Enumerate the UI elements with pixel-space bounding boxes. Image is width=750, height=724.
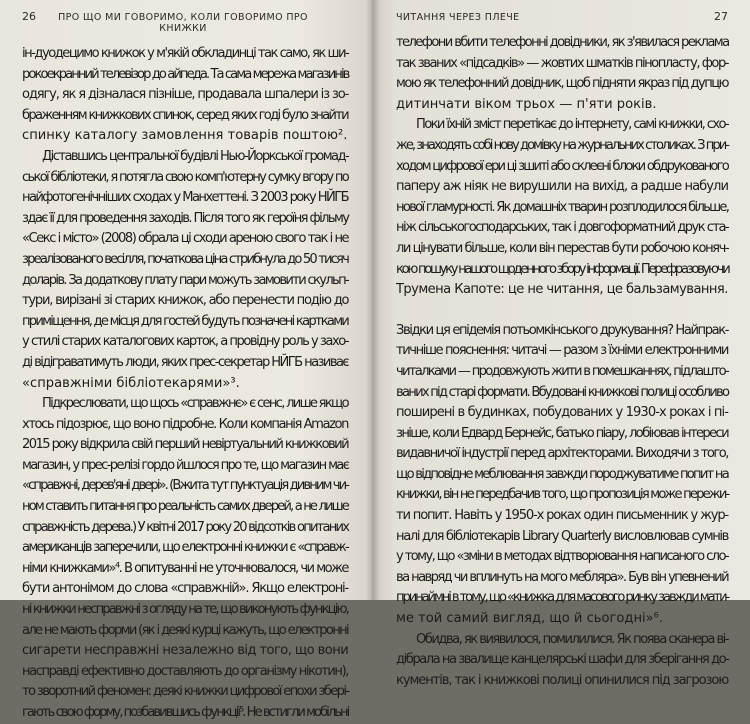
text-line: же, знаходять собі нову домівку на журнальних столиках. З при- bbox=[396, 137, 728, 153]
text-line: зреалізованого весілля, початкова ціна стрибнула до 50 тисяч bbox=[22, 251, 348, 267]
paragraph bbox=[22, 44, 348, 147]
text-line: ти попит. Навіть у 1950-х роках один письменник у жур- bbox=[396, 508, 729, 524]
text-line: «Секс і місто» (2008) обрала ці сходи ареною свого так і не bbox=[22, 231, 349, 247]
text-line: здає її для проведення заходів. Після того як героїня фільму bbox=[22, 210, 349, 226]
left-page bbox=[0, 0, 372, 720]
text-line: німи книжками»⁴. В опитуванні не уточнювалося, чи може bbox=[22, 560, 348, 576]
text-line: принаймні в тому, що «книжка для масового ринку завжди мати- bbox=[396, 590, 729, 606]
text-line: у тому, що «зміни в методах відтворювання написаного сло- bbox=[396, 549, 728, 565]
text-line: Обидва, як виявилося, помилилися. Як поява сканера ві- bbox=[416, 631, 729, 647]
text-line: мою як телефонний довідник, щоб підняти якраз під дупцю bbox=[396, 76, 728, 92]
text-line: Підкреслювати, що щось «справжнє» є сенс, лише якщо bbox=[42, 396, 348, 412]
paragraph bbox=[396, 33, 728, 115]
text-line: приміщення, де місця для гостей будуть позначені картками bbox=[22, 313, 349, 329]
text-line: налі для бібліотекарів Library Quarterly висловлював сумнів bbox=[396, 528, 728, 544]
text-line: то зворотний феномен: деякі книжки цифрової епохи збері- bbox=[22, 684, 349, 700]
right-page-header bbox=[396, 10, 728, 23]
text-line: ін-дуодецимо книжок у м'якій обкладинці так само, як ши- bbox=[22, 46, 349, 61]
text-line: сигарети несправжні незалежно від того, що вони bbox=[22, 643, 349, 659]
text-line: ніж сільськогосподарських, так і довгоформатний друк ста- bbox=[396, 220, 729, 236]
text-line: ської бібліотеки, я потягла свою комп'ютерну сумку вгору по bbox=[22, 169, 349, 185]
text-line: Поки їхній зміст перетікає до інтернету, самі книжки, схо- bbox=[416, 117, 728, 133]
text-line: тичніше пояснення: читачі — разом з їхніми електронними bbox=[396, 343, 728, 359]
paragraph bbox=[22, 394, 348, 724]
text-line: ли цінувати більше, коли він перестав бути робочою коняч- bbox=[396, 240, 729, 256]
left-page-number: 26 bbox=[22, 10, 36, 23]
text-line: хтось підозрює, що воно підробне. Коли компанія Amazon bbox=[22, 416, 348, 432]
text-line: ді відіграватимуть люди, яких прес-секретар НЙГБ називає bbox=[22, 354, 348, 370]
text-line: «справжніми бібліотекарями»³. bbox=[22, 375, 240, 391]
text-line: що відповідне меблювання завжди породжуватиме попит на bbox=[396, 466, 728, 482]
text-line: бути антонімом до слова «справжній». Якщо електроні- bbox=[22, 581, 348, 597]
text-line: видавничої індустрії перед архітекторами. Виходячи з того, bbox=[396, 446, 728, 462]
text-line: Діставшись центральної будівлі Нью-Йоркської громад- bbox=[42, 148, 349, 164]
text-line: так званих «підсадків» — жовтих шматків пінопласту, фор- bbox=[396, 55, 729, 71]
text-line: 2015 року відкрила свій перший невіртуальний книжковий bbox=[22, 437, 348, 453]
text-line: доларів. За додаткову плату пари можуть замовити скульп- bbox=[22, 272, 348, 288]
right-page bbox=[372, 0, 750, 688]
text-line: нової гламурності. Як домашніх тварин розплодилося більше, bbox=[396, 199, 729, 215]
text-line: найфотогенічніших сходах у Манхеттені. З 2003 року НЙГБ bbox=[22, 190, 348, 206]
text-line: Трумена Капоте: це не читання, це бальзамування. bbox=[396, 282, 728, 298]
left-running-head: ПРО ЩО МИ ГОВОРИМО, КОЛИ ГОВОРИМО ПРО КНИЖКИ bbox=[58, 12, 308, 34]
right-page-number: 27 bbox=[714, 10, 728, 23]
text-line: американців заперечили, що електронні книжки є «справж- bbox=[22, 540, 348, 556]
text-line: тури, вирізані зі старих книжок, або перенести подію до bbox=[22, 293, 349, 309]
text-line: ваних під старі формати. Вбудовані книжкові полиці особливо bbox=[396, 384, 729, 400]
paragraph bbox=[396, 630, 728, 692]
text-line: ном ставить питання про реальність самих дверей, а не лише bbox=[22, 499, 348, 515]
right-running-head: ЧИТАННЯ ЧЕРЕЗ ПЛЕЧЕ bbox=[396, 12, 520, 23]
text-line: браженням книжкових спинок, серед яких годі було знайти bbox=[22, 107, 348, 123]
text-line: рокоекранний телевізор до айпеда. Та сама мережа магазинів bbox=[22, 66, 349, 82]
text-line: у стилі старих каталогових карток, а провідну роль у захо- bbox=[22, 334, 348, 350]
text-line: справжність дерева.) У квітні 2017 року 20 відсотків опитаних bbox=[22, 519, 349, 535]
text-line: одягу, як я дізналася пізніше, продавала шпалери із зо- bbox=[22, 87, 349, 103]
paragraph bbox=[396, 115, 728, 300]
text-line: ме той самий вигляд, що й сьогодні»⁶. bbox=[396, 611, 664, 627]
left-page-header bbox=[22, 10, 348, 34]
left-page-body bbox=[22, 44, 348, 724]
text-line: читалками — продовжують жити в помешканнях, підлашто- bbox=[396, 363, 728, 379]
text-line: дібрала на звалище канцелярські шафи для зберігання до- bbox=[396, 652, 729, 668]
text-line: телефони вбити телефонні довідники, як з'явилася реклама bbox=[396, 35, 729, 50]
paragraph bbox=[396, 321, 728, 630]
text-line: гають свою форму, позбавившись функції⁵. Не встигли мобільні bbox=[22, 705, 349, 720]
text-line: ва навряд чи вплинуть на мого мебляра». Був він упевнений bbox=[396, 569, 728, 585]
text-line: кументів, так і книжкові полиці опинилися під загрозою bbox=[396, 672, 729, 688]
text-line: поширені в будинках, побудованих у 1930-х роках і пі- bbox=[396, 405, 728, 421]
text-line: але не мають форми (як і деякі курці кажуть, що електронні bbox=[22, 622, 348, 638]
text-line: книжки, він не передбачив того, що пропозиція може пережи- bbox=[396, 487, 729, 503]
text-line: спинку каталогу замовлення товарів поштою². bbox=[22, 128, 348, 144]
paragraph bbox=[22, 147, 348, 394]
text-line: «справжні, дерев'яні двері». (Вжита тут пунктуація дивним чи- bbox=[22, 478, 348, 494]
text-line: кою пошуку нашого щоденного збору інформації. Перефразовуючи bbox=[396, 261, 729, 277]
text-line: Звідки ця епідемія потьомкінського друкування? Найпрак- bbox=[396, 322, 728, 338]
text-line: магазин, у прес-релізі гордо йшлося про те, що магазин має bbox=[22, 457, 349, 473]
text-line: ходом цифрової ери ці зшиті або склеєні блоки обдрукованого bbox=[396, 158, 728, 174]
right-page-body bbox=[396, 33, 728, 691]
section-break bbox=[396, 301, 728, 321]
text-line: зніше, коли Едвард Бернейс, батько піару, лобіював інтереси bbox=[396, 425, 728, 441]
text-line: дитинчати віком трьох — п'яти років. bbox=[396, 96, 657, 112]
text-line: паперу аж ніяк не вирушили на вихід, а радше набули bbox=[396, 179, 728, 195]
text-line: ні книжки несправжні з огляду на те, що виконують функцію, bbox=[22, 602, 348, 618]
text-line: насправді ефективно доставляють до організму нікотин), bbox=[22, 663, 348, 679]
